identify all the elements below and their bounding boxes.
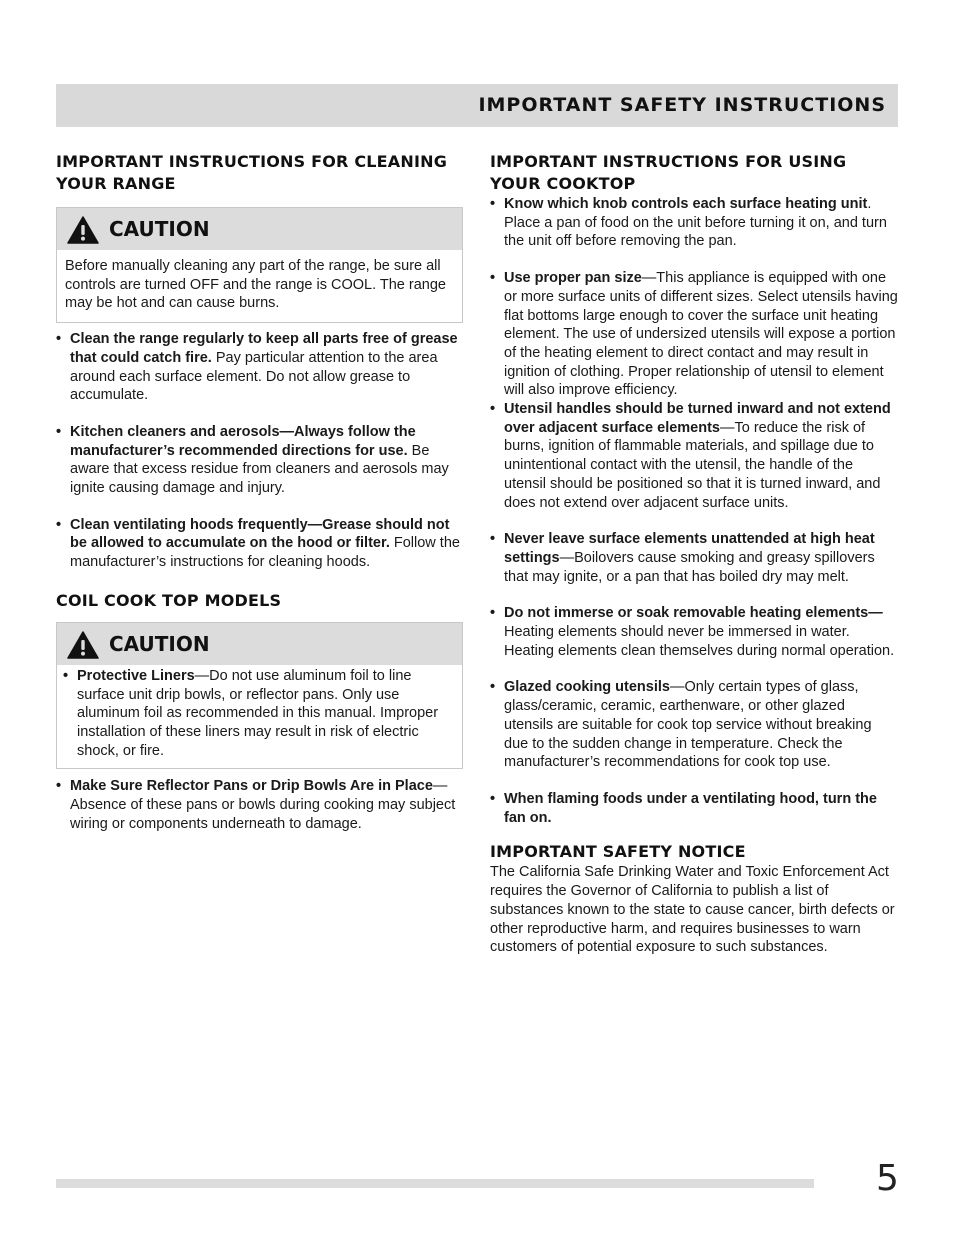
bullet-text: . Place a pan of food on the unit before turning it on, and turn the unit off before removing the pan. [504,196,887,250]
bullet-text: —Do not use aluminum foil to line surface unit drip bowls, or reflector pans. Only use aluminum foil as recommended in this manual. Improper installation of these liners may result in risk of electric shock, or fire. [77,667,439,759]
bullet-text: —Boilovers cause smoking and greasy spillovers that may ignite, or a pan that has boiled dry may melt. [504,549,875,585]
caution-label: CAUTION [109,631,210,656]
caution-label: CAUTION [109,217,210,241]
bullet-bold: Know which knob controls each surface heating unit [504,196,868,212]
bullet-bold: Clean the range regularly to keep all parts free of grease that could catch fire. [70,331,458,366]
header-bar [56,84,898,127]
list-item [490,400,898,512]
coil-heading: COIL COOK TOP MODELS [56,590,282,610]
bullet-bold: Make Sure Reflector Pans or Drip Bowls Are in Place [70,778,433,795]
left-column [56,150,463,833]
notice-heading: IMPORTANT SAFETY NOTICE [490,842,746,862]
page-number: 5 [876,1158,899,1199]
bullet-text: —To reduce the risk of burns, ignition of flammable materials, and spillage due to unintentional contact with the utensil, the handle of the utensil should be positioned so that it is turned inward, and does not extend over adjacent surface units. [504,419,881,511]
list-item [490,604,898,660]
bullet-bold: Use proper pan size [504,270,642,287]
bullet-text: —This appliance is equipped with one or more surface units of different sizes. Select utensils having flat bottoms large enough to cover the surface unit heating element. The use of undersized utensils will expose a portion of the heating element to direct contact and may result in ignition of clothing. Proper relationship of utensil to element will also improve efficiency. [504,270,898,399]
bullet-bold: When flaming foods under a ventilating hood, turn the fan on. [504,790,877,826]
list-item [490,678,898,772]
bullet-bold: Do not immerse or soak removable heating elements— [504,605,883,622]
bullet-text: Pay particular attention to the area around each surface element. Do not allow grease to accumulate. [70,349,438,404]
bullet-bold: Kitchen cleaners and aerosols—Always follow the manufacturer’s recommended directions for use. [70,423,416,459]
bullet-bold: Glazed cooking utensils [504,679,670,696]
cooktop-heading: IMPORTANT INSTRUCTIONS FOR USING YOUR COOKTOP [490,152,847,193]
bullet-text: Be aware that excess residue from cleaners and aerosols may ignite causing damage and injury. [70,442,449,497]
footer-bar [56,1179,814,1188]
bullet-bold: Protective Liners [77,667,195,684]
list-item [490,195,898,251]
notice-text: The California Safe Drinking Water and Toxic Enforcement Act requires the Governor of California to publish a list of substances known to the state to cause cancer, birth defects or other reproductive harm, and requires businesses to warn customers of potential exposure to such substances. [490,864,895,956]
bullet-bold: Never leave surface elements unattended at high heat settings [504,531,875,566]
bullet-text: —Absence of these pans or bowls during cooking may subject wiring or components underneath to damage. [70,778,456,832]
list-item [56,330,463,405]
list-item [56,423,463,498]
list-item [56,516,463,572]
list-item [490,790,898,827]
bullet-text: Follow the manufacturer’s instructions for cleaning hoods. [70,535,460,571]
caution-bullet [63,667,454,761]
caution-header [57,208,462,250]
cleaning-heading: IMPORTANT INSTRUCTIONS FOR CLEANING YOUR RANGE [56,152,448,193]
list-item [490,530,898,586]
caution-box-coil [56,622,463,770]
caution-text: Before manually cleaning any part of the range, be sure all controls are turned OFF and the range is COOL. The range may be hot and can cause burns. [65,258,446,312]
right-column [490,150,898,957]
bullet-bold: Utensil handles should be turned inward and not extend over adjacent surface elements [504,401,891,436]
list-item [56,777,463,833]
warning-icon [67,631,99,659]
bullet-bold: Clean ventilating hoods frequently—Grease should not be allowed to accumulate on the hood or filter. [70,516,450,552]
bullet-text: Heating elements should never be immersed in water. Heating elements clean themselves during normal operation. [504,624,895,659]
page-title: IMPORTANT SAFETY INSTRUCTIONS [478,94,886,116]
caution-header [57,623,462,665]
warning-icon [67,216,99,244]
caution-box-cleaning [56,207,463,323]
list-item [490,269,898,400]
bullet-text: —Only certain types of glass, glass/ceramic, ceramic, earthenware, or other glazed utensils are suitable for cook top service without breaking due to the sudden change in temperature. Check the manufacturer’s recommendations for cook top use. [504,679,872,771]
